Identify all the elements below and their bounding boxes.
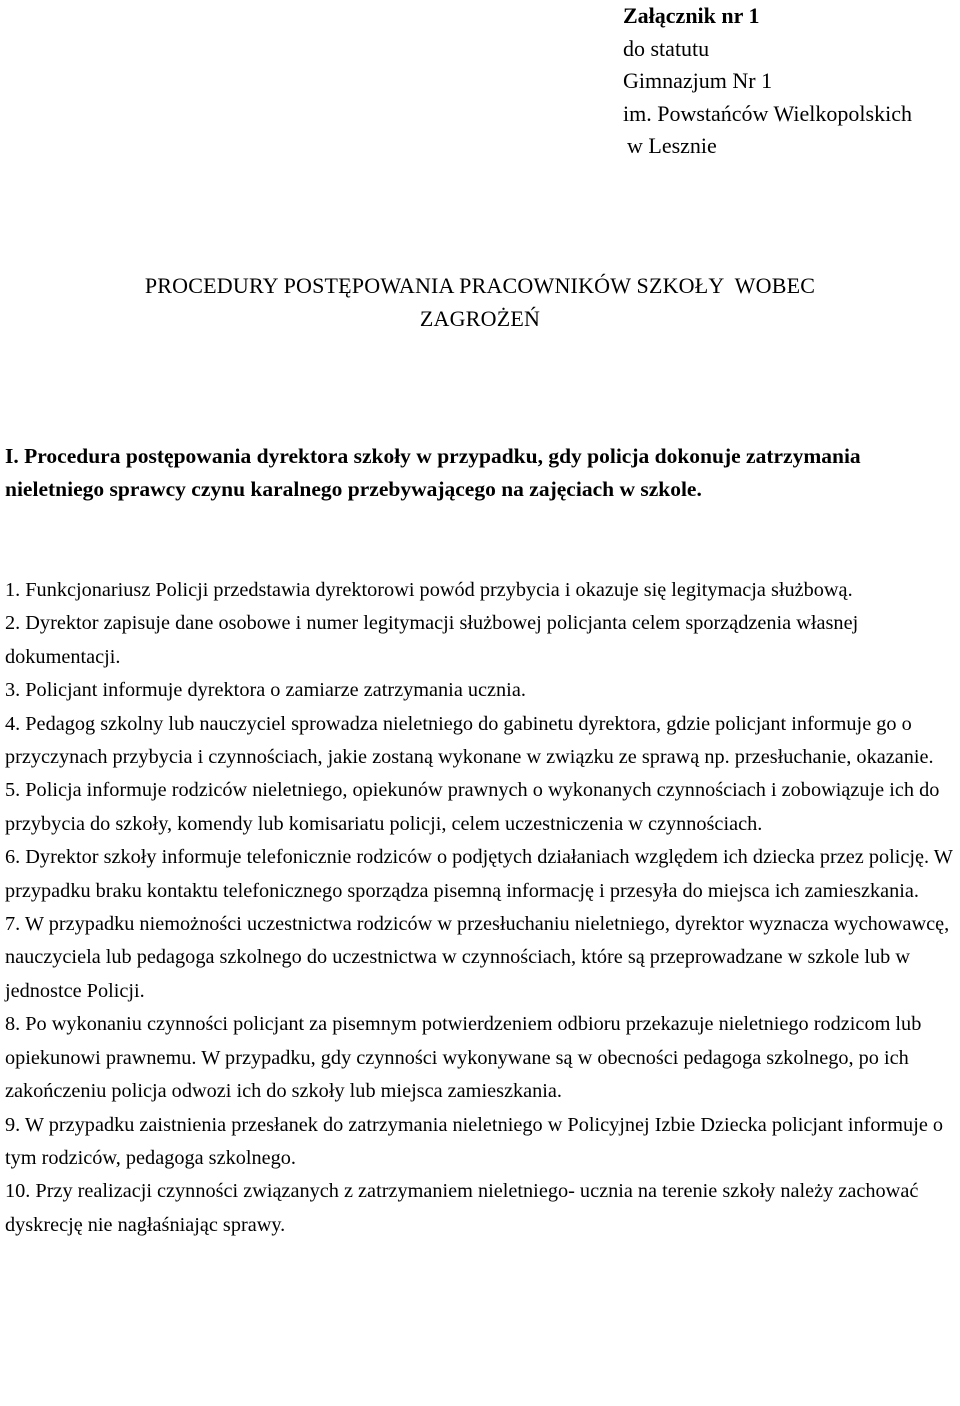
procedure-item-9: 9. W przypadku zaistnienia przesłanek do zatrzymania nieletniego w Policyjnej Izbie Dziecka policjant informuje o tym rodziców, pedagoga szkolnego. [5,1113,944,1169]
annex-line-city: w Lesznie [627,133,717,158]
annex-line-statute: do statutu [623,35,710,61]
procedure-item-6: 6. Dyrektor szkoły informuje telefonicznie rodziców o podjętych działaniach względem ich dziecka przez policję. W przypadku braku kontaktu telefonicznego sporządza pisemną informację i przesyła do miejsca ich zamieszkania. [5,846,953,902]
document-title [0,270,960,335]
procedure-item-8: 8. Po wykonaniu czynności policjant za pisemnym potwierdzeniem odbioru przekazuje nieletniego rodzicom lub opiekunowi prawnemu. W przypadku, gdy czynności wykonywane są w obecności pedagoga szkolnego, po ich zakończeniu policja odwozi ich do szkoły lub miejsca zamieszkania. [5,1013,922,1103]
document-title-line-1: PROCEDURY POSTĘPOWANIA PRACOWNIKÓW SZKOŁY WOBEC [144,273,816,298]
annex-title: Załącznik nr 1 [623,3,760,28]
section-heading: I. Procedura postępowania dyrektora szkoły w przypadku, gdy policja dokonuje zatrzymania nieletniego sprawcy czynu karalnego przebywającego na zajęciach w szkole. [5,444,861,501]
document-title-line-2: ZAGROŻEŃ [419,305,541,331]
procedure-item-7: 7. W przypadku niemożności uczestnictwa rodziców w przesłuchaniu nieletniego, dyrektor wyznacza wychowawcę, nauczyciela lub pedagoga szkolnego do uczestnictwa w czynnościach, które są przeprowadzane w szkole lub w jednostce Policji. [5,913,950,1002]
procedure-item-4: 4. Pedagog szkolny lub nauczyciel sprowadza nieletniego do gabinetu dyrektora, gdzie policjant informuje go o przyczynach przybycia i czynnościach, jakie zostaną wykonane w związku ze sprawą np. przesłuchanie, okazanie. [5,712,934,769]
procedure-item-1: 1. Funkcjonariusz Policji przedstawia dyrektorowi powód przybycia i okazuje się legitymacja służbową. [5,579,853,601]
procedure-item-3: 3. Policjant informuje dyrektora o zamiarze zatrzymania ucznia. [5,679,526,702]
procedure-item-2: 2. Dyrektor zapisuje dane osobowe i numer legitymacji służbowej policjanta celem sporządzenia własnej dokumentacji. [5,612,859,668]
procedure-list [5,574,955,1242]
annex-line-school: Gimnazjum Nr 1 [623,68,773,93]
procedure-item-5: 5. Policja informuje rodziców nieletniego, opiekunów prawnych o wykonanych czynnościach i zobowiązuje ich do przybycia do szkoły, komendy lub komisariatu policji, celem uczestniczenia w czynnościach. [5,779,940,835]
procedure-item-10: 10. Przy realizacji czynności związanych z zatrzymaniem nieletniego- ucznia na terenie szkoły należy zachować dyskrecję nie nagłaśniając sprawy. [5,1180,919,1236]
annex-block [623,0,912,163]
annex-line-patron: im. Powstańców Wielkopolskich [623,100,912,126]
